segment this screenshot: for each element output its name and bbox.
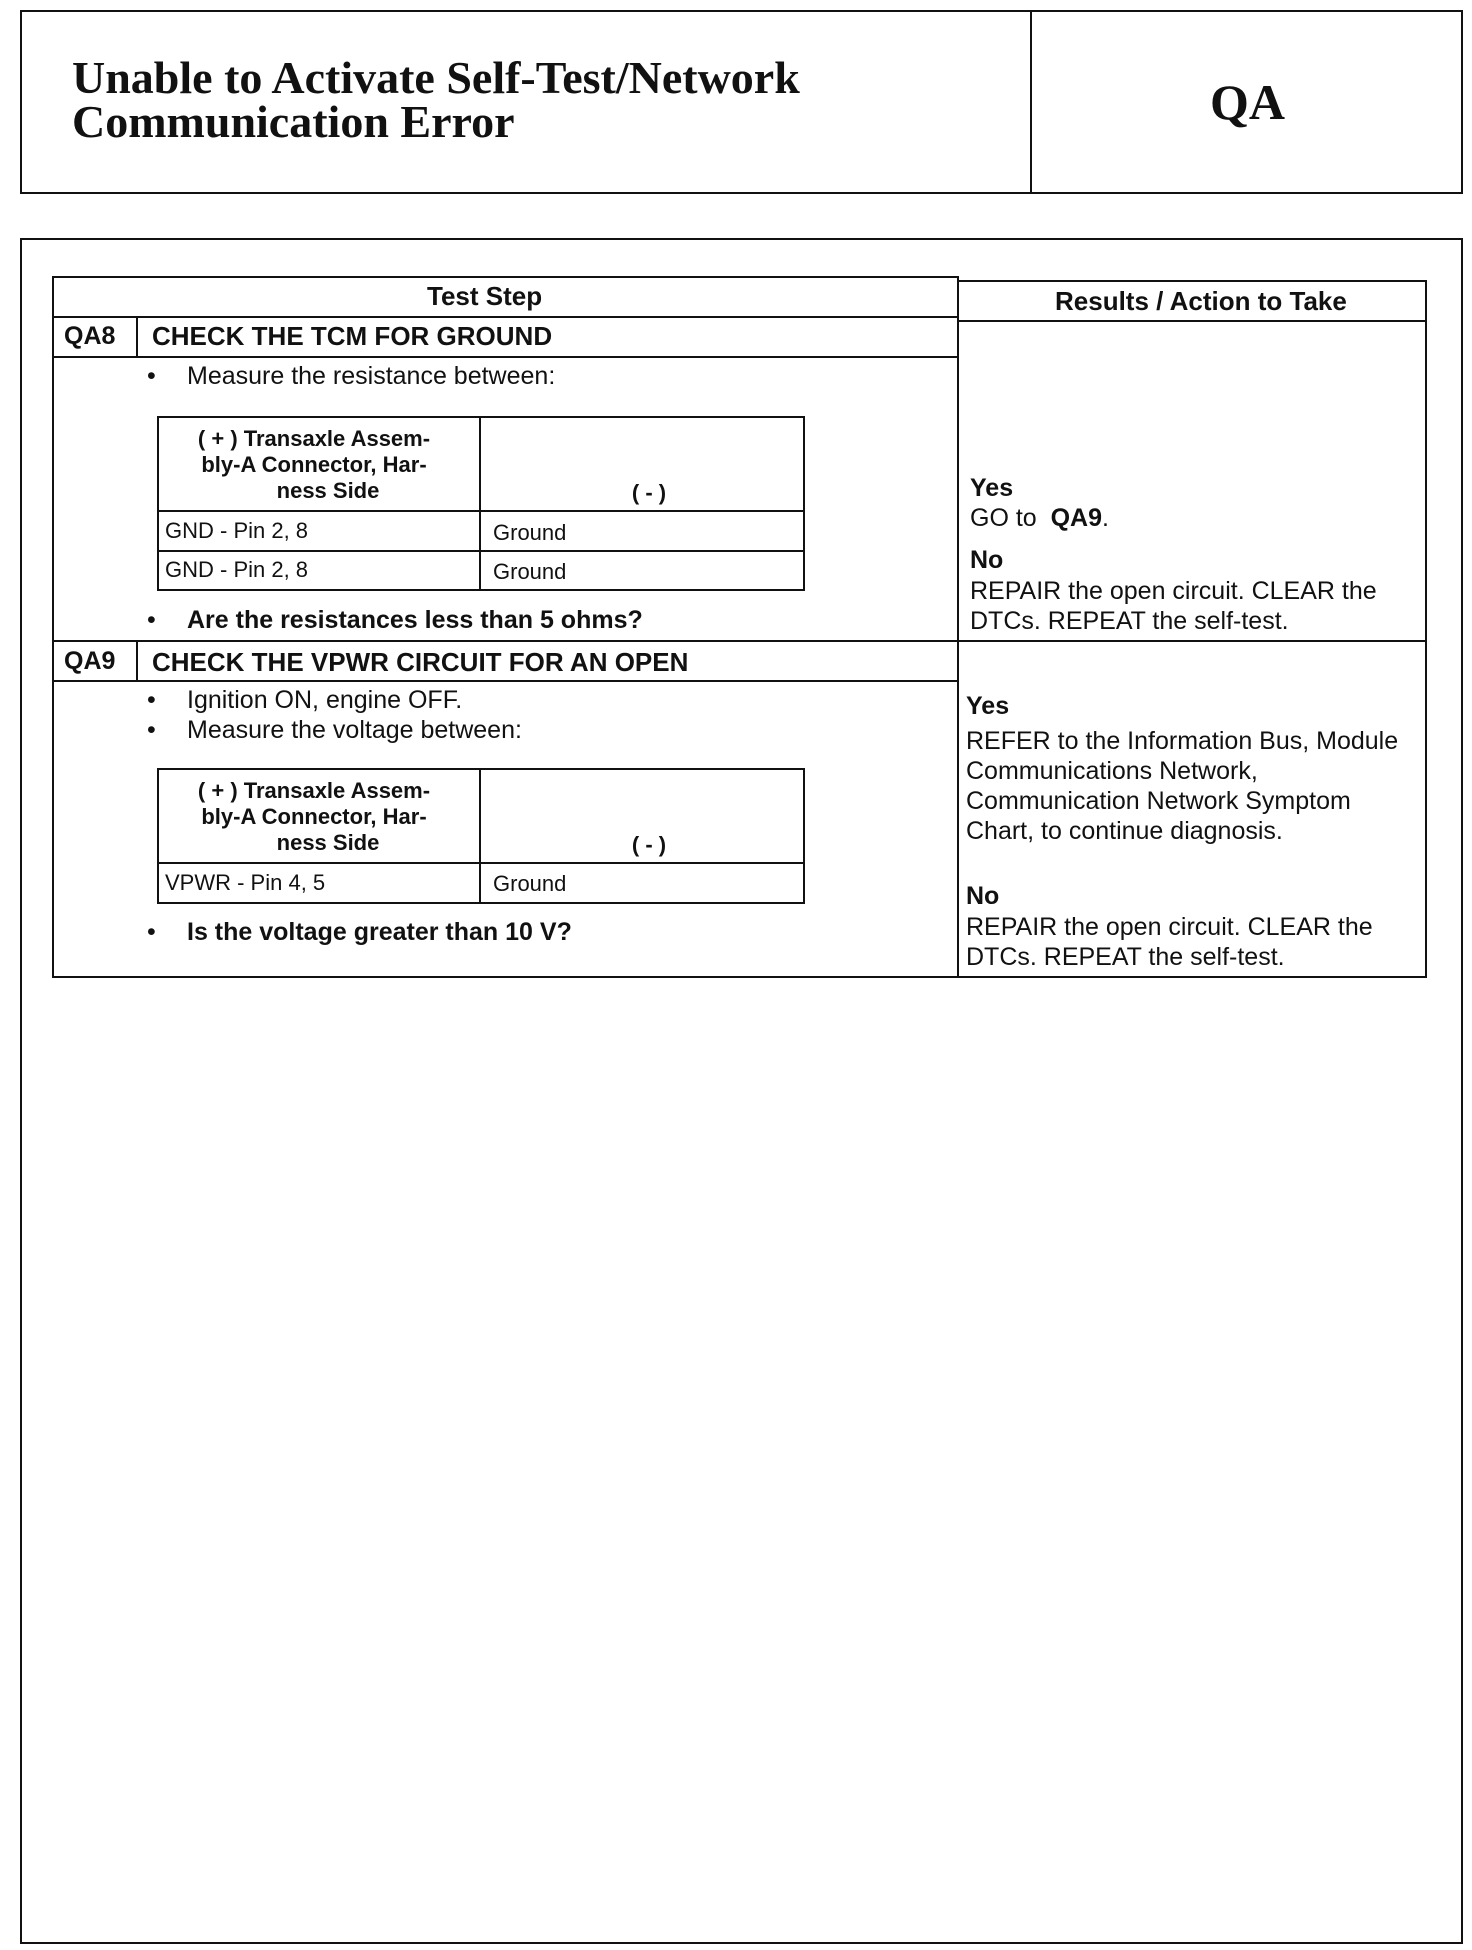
pin-table-cell: Ground [493, 871, 567, 896]
qa9-question: • Is the voltage greater than 10 V? [147, 918, 572, 946]
header-row-line-left [52, 316, 957, 318]
page-header [20, 10, 1463, 194]
step-id-qa8: QA8 [64, 322, 116, 350]
step-title-qa8: CHECK THE TCM FOR GROUND [152, 321, 553, 351]
pin-table-cell: Ground [493, 520, 567, 545]
page-title-line1: Unable to Activate Self-Test/Network [72, 52, 800, 103]
step-title-line [52, 680, 957, 682]
table-border-top [52, 276, 957, 278]
col-header-results: Results / Action to Take [1055, 286, 1347, 316]
page-title-line2: Communication Error [72, 96, 515, 147]
qa9-pin-table [157, 768, 805, 904]
step-id-divider [136, 316, 138, 356]
page-title [72, 52, 800, 147]
step-id-qa9: QA9 [64, 647, 116, 675]
col-header-test-step: Test Step [427, 281, 543, 311]
pin-table-line [159, 862, 803, 864]
qa9-no-text: REPAIR the open circuit. CLEAR the DTCs. REPEAT the self-test. [966, 913, 1373, 971]
table-column-divider [957, 276, 959, 978]
qa9-bullet-measure: • Measure the voltage between: [147, 716, 522, 744]
step-id-divider [136, 640, 138, 680]
qa8-yes-label: Yes [970, 474, 1014, 502]
pin-table-header-positive: ( + ) Transaxle Assem- bly-A Connector, Har- ness Side [197, 778, 431, 855]
qa9-no-label: No [966, 882, 1000, 910]
qa8-no-label: No [970, 546, 1004, 574]
pin-table-header-negative: ( - ) [631, 832, 667, 857]
pin-table-cell: GND - Pin 2, 8 [165, 518, 309, 543]
table-border-bottom [52, 976, 1427, 978]
step-title-qa9: CHECK THE VPWR CIRCUIT FOR AN OPEN [152, 647, 689, 677]
step-title-line [52, 356, 957, 358]
pin-table-header-positive: ( + ) Transaxle Assem- bly-A Connector, Har- ness Side [197, 426, 431, 503]
qa8-no-text: REPAIR the open circuit. CLEAR the DTCs. REPEAT the self-test. [970, 577, 1377, 635]
table-border-right [1425, 280, 1427, 978]
pin-table-col-divider [479, 418, 481, 589]
qa8-pin-table [157, 416, 805, 591]
table-border-left [52, 276, 54, 978]
test-step-table [52, 276, 1427, 976]
qa9-yes-label: Yes [966, 692, 1010, 720]
qa8-yes-text: GO to QA9. [970, 504, 1109, 532]
procedure-panel [20, 238, 1463, 1944]
pin-table-col-divider [479, 770, 481, 902]
pin-table-cell: Ground [493, 559, 567, 584]
pin-table-cell: GND - Pin 2, 8 [165, 557, 309, 582]
pin-table-line [159, 550, 803, 552]
qa9-yes-text: REFER to the Information Bus, Module Communications Network, Communication Network Symptom Chart, to continue diagnosis. [966, 727, 1399, 845]
qa8-bullet-measure: • Measure the resistance between: [147, 362, 556, 390]
section-code: QA [1210, 74, 1285, 130]
pin-table-cell: VPWR - Pin 4, 5 [165, 870, 326, 895]
pin-table-line [159, 510, 803, 512]
header-row-line-right [957, 320, 1427, 322]
qa8-question: • Are the resistances less than 5 ohms? [147, 606, 643, 634]
step-row-separator [52, 640, 1427, 642]
qa9-bullet-ignition: • Ignition ON, engine OFF. [147, 686, 463, 714]
pin-table-header-negative: ( - ) [631, 480, 667, 505]
table-border-top-right [957, 280, 1427, 282]
